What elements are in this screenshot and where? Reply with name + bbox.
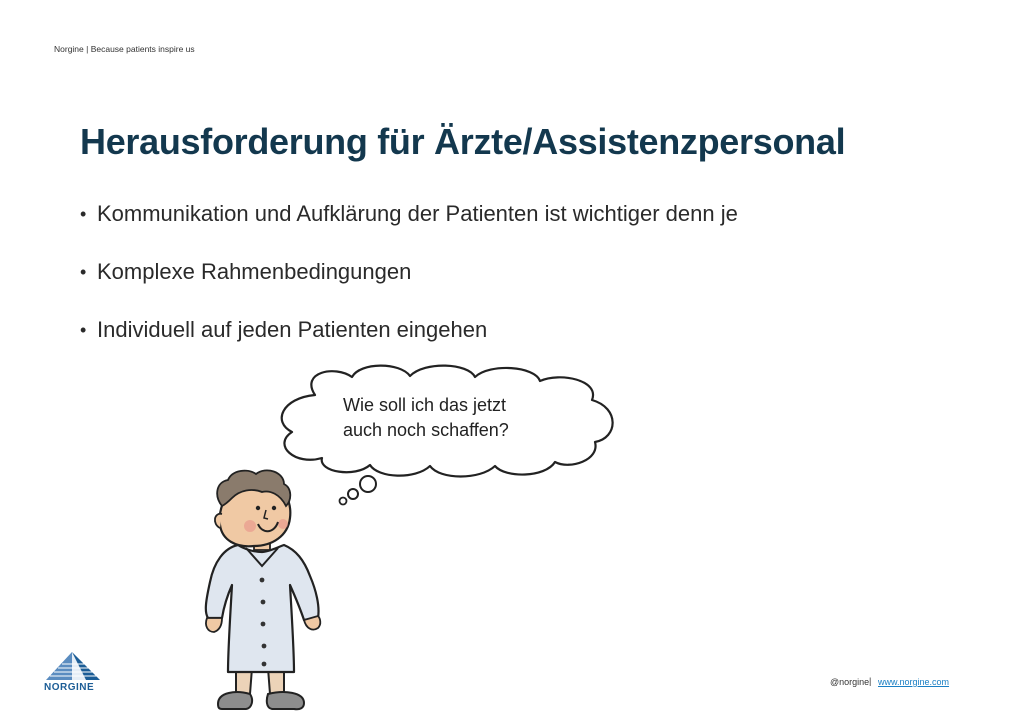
bullet-text: Individuell auf jeden Patienten eingehen xyxy=(97,317,488,342)
thought-dot-medium xyxy=(348,489,358,499)
bullet-list xyxy=(80,196,738,370)
coat-button xyxy=(261,600,266,605)
norgine-wordmark: NORGINE xyxy=(44,682,95,693)
doctor-cheek xyxy=(244,520,256,532)
doctor-eye xyxy=(272,506,276,510)
bullet-dot: • xyxy=(80,262,87,282)
bullet-item xyxy=(80,196,738,232)
slide-title: Herausforderung für Ärzte/Assistenzpersonal xyxy=(80,121,846,162)
coat-button xyxy=(262,662,267,667)
doctor-coat xyxy=(206,545,319,672)
thought-line-1: Wie soll ich das jetzt xyxy=(343,395,507,415)
bullet-item xyxy=(80,312,738,348)
doctor-eye xyxy=(256,506,260,510)
footer-social-handle: @norgine xyxy=(830,677,870,687)
thought-dot-small xyxy=(340,498,347,505)
doctor-shoes xyxy=(218,692,304,709)
footer-separator: | xyxy=(869,676,872,686)
coat-button xyxy=(260,578,265,583)
bullet-text: Komplexe Rahmenbedingungen xyxy=(97,259,412,284)
thought-line-2: auch noch schaffen? xyxy=(343,420,509,440)
header-tagline: Norgine | Because patients inspire us xyxy=(54,44,195,54)
thought-dot-large xyxy=(360,476,376,492)
doctor-hand-left xyxy=(206,618,222,632)
bullet-dot: • xyxy=(80,320,87,340)
coat-button xyxy=(262,644,267,649)
thought-bubble-text xyxy=(343,393,509,443)
doctor-cheek xyxy=(278,519,288,529)
bullet-text: Kommunikation und Aufklärung der Patienten ist wichtiger denn je xyxy=(97,201,738,226)
bullet-dot: • xyxy=(80,204,87,224)
bullet-item xyxy=(80,254,738,290)
website-link[interactable]: www.norgine.com xyxy=(878,677,950,687)
coat-button xyxy=(261,622,266,627)
